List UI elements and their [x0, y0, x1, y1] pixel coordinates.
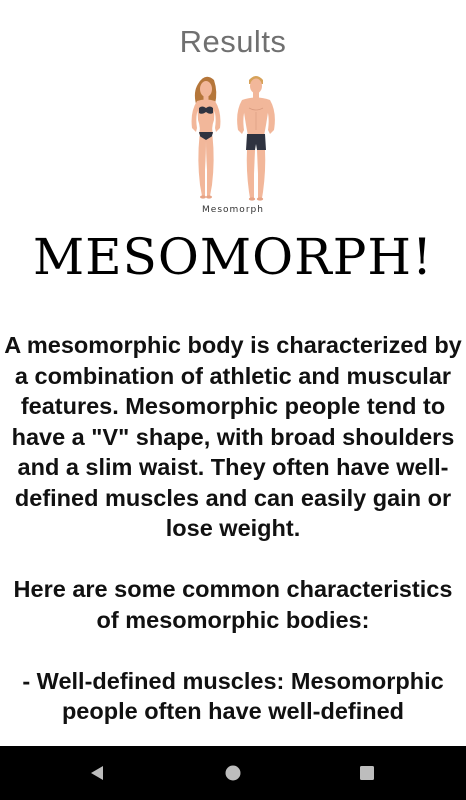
back-button[interactable]: [67, 746, 127, 800]
home-button[interactable]: [203, 746, 263, 800]
description-text: [4, 330, 462, 727]
page-title: Results: [179, 24, 287, 59]
home-circle-icon: [224, 764, 242, 782]
description-paragraph-2: Here are some common characteristics of mesomorphic bodies:: [13, 576, 453, 633]
man-figure-icon: [237, 76, 275, 201]
recents-square-icon: [358, 764, 376, 782]
recents-button[interactable]: [337, 746, 397, 800]
result-title: MESOMORPH!: [32, 228, 434, 286]
body-type-illustration: [178, 70, 288, 220]
description-paragraph-3: - Well-defined muscles: Mesomorphic people often have well-defined: [22, 667, 444, 724]
woman-figure-icon: [192, 77, 221, 199]
description-paragraph-1: A mesomorphic body is characterized by a combination of athletic and muscular features. Mesomorphic people tend to have a "V" shape, with broad shoulders and a slim waist. They often have well-defined muscles and can easily gain or lose weight.: [4, 332, 462, 541]
hero-caption: Mesomorph: [202, 205, 264, 215]
system-navigation-bar: [0, 746, 466, 800]
back-triangle-icon: [88, 764, 106, 782]
couple-figure-icon: [178, 70, 288, 220]
